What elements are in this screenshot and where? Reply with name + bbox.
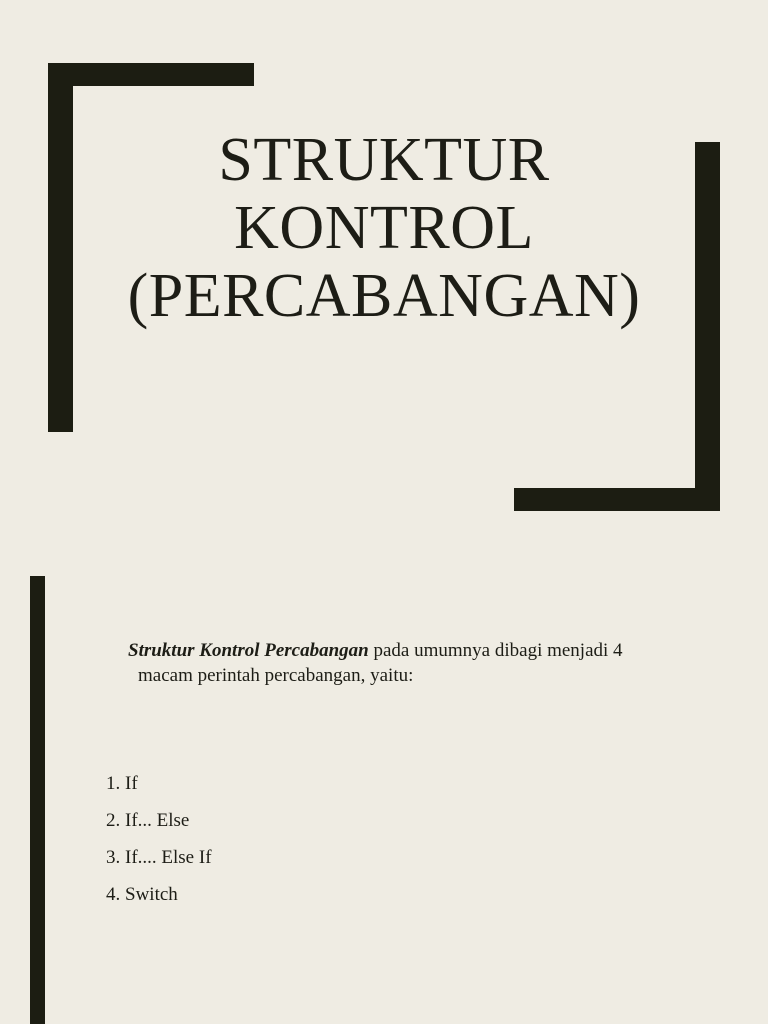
frame-corner-bottom-right-horizontal: [514, 488, 720, 511]
list-item-label: If... Else: [125, 810, 190, 831]
title-line-1: STRUKTUR: [218, 126, 550, 194]
list-item-label: If.... Else If: [125, 847, 212, 868]
list-item: [106, 808, 212, 845]
frame-corner-top-left-horizontal: [48, 63, 254, 86]
list-item: [106, 771, 212, 808]
intro-text-1: pada umumnya dibagi menjadi 4: [368, 640, 623, 661]
list-item-number: 4.: [106, 884, 121, 905]
list-item-label: Switch: [125, 884, 178, 905]
title-line-2: KONTROL: [234, 194, 534, 262]
list-item-number: 3.: [106, 847, 121, 868]
accent-bar-left: [30, 576, 45, 1024]
intro-paragraph: [128, 638, 708, 688]
list-item-number: 2.: [106, 810, 121, 831]
intro-text-2: macam perintah percabangan, yaitu:: [138, 665, 414, 686]
intro-emphasis: Struktur Kontrol Percabangan: [128, 640, 369, 661]
branch-types-list: [106, 771, 212, 919]
title-line-3: (PERCABANGAN): [127, 262, 641, 330]
list-item-number: 1.: [106, 773, 121, 794]
slide-title: [0, 126, 768, 330]
list-item: [106, 845, 212, 882]
list-item-label: If: [125, 773, 138, 794]
list-item: [106, 882, 212, 919]
